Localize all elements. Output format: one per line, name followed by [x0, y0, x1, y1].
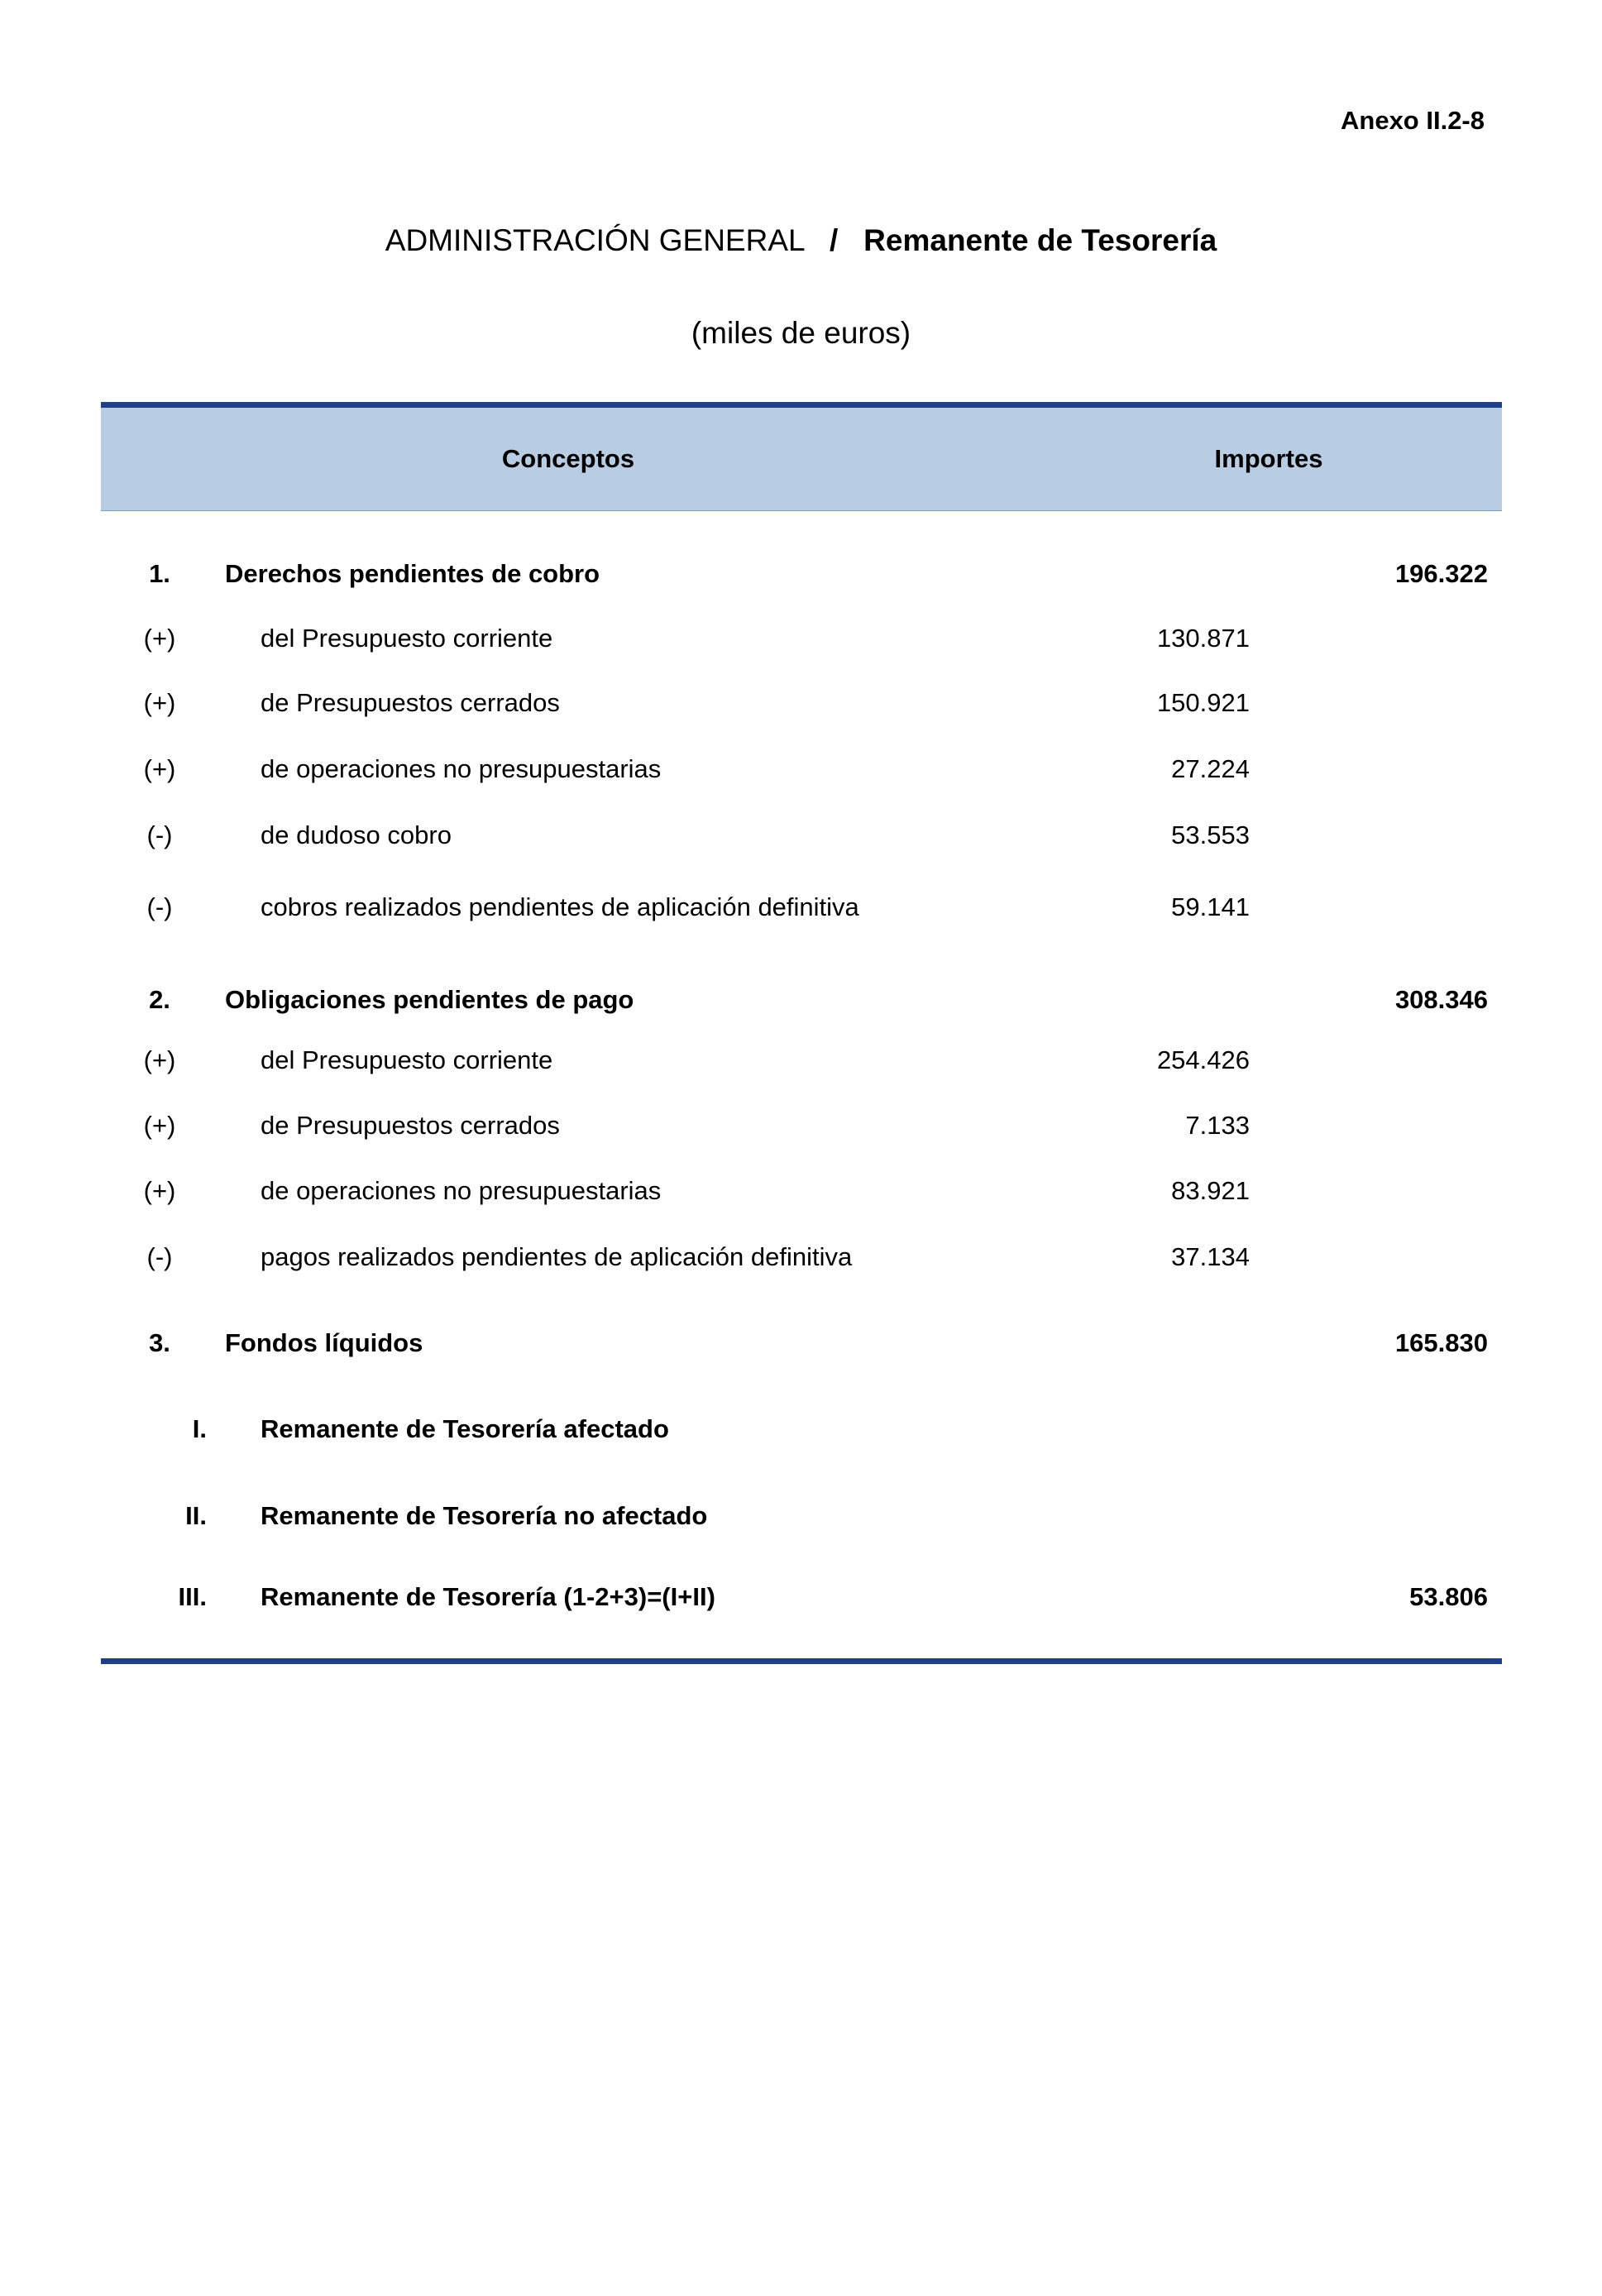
row-marker: (+) — [143, 688, 176, 717]
row-label: de dudoso cobro — [261, 820, 452, 849]
row-total: 165.830 — [1394, 1328, 1488, 1357]
row-label: cobros realizados pendientes de aplicación definitiva — [261, 892, 859, 921]
title-separator: / — [830, 223, 839, 257]
row-label: del Presupuesto corriente — [261, 624, 553, 653]
row-marker: (+) — [143, 624, 176, 653]
row-partial: 150.921 — [1156, 688, 1250, 717]
table-row — [0, 686, 1602, 720]
row-marker: (+) — [143, 754, 176, 783]
table-row-section-1 — [0, 557, 1602, 591]
row-marker: 2. — [149, 985, 170, 1014]
row-partial: 254.426 — [1156, 1045, 1250, 1074]
row-partial: 130.871 — [1156, 624, 1250, 653]
table-row — [0, 819, 1602, 852]
row-label: Fondos líquidos — [225, 1328, 423, 1357]
row-marker: III. — [178, 1582, 207, 1611]
row-marker: (-) — [146, 1242, 173, 1271]
table-row — [0, 1174, 1602, 1208]
table-top-rule — [101, 402, 1502, 408]
title-report: Remanente de Tesorería — [863, 223, 1217, 257]
row-total: 308.346 — [1394, 985, 1488, 1014]
row-label: de operaciones no presupuestarias — [261, 754, 662, 783]
table-row — [0, 753, 1602, 786]
row-marker: (+) — [143, 1045, 176, 1074]
row-partial: 59.141 — [1171, 892, 1250, 921]
table-row-roman-1 — [0, 1413, 1602, 1446]
row-marker: (+) — [143, 1111, 176, 1140]
table-row — [0, 622, 1602, 655]
table-header — [101, 408, 1502, 511]
row-label: Obligaciones pendientes de pago — [225, 985, 634, 1014]
header-amounts: Importes — [1214, 444, 1323, 473]
row-marker: 1. — [149, 559, 170, 588]
row-partial: 7.133 — [1185, 1111, 1250, 1140]
row-partial: 27.224 — [1171, 754, 1250, 783]
table-row-roman-3 — [0, 1581, 1602, 1614]
table-row — [0, 1109, 1602, 1142]
row-marker: (-) — [146, 820, 173, 849]
table-row — [0, 891, 1602, 924]
row-marker: (-) — [146, 892, 173, 921]
table-row — [0, 1044, 1602, 1077]
row-partial: 53.553 — [1171, 820, 1250, 849]
table-row-section-3 — [0, 1327, 1602, 1360]
row-label: de Presupuestos cerrados — [261, 1111, 560, 1140]
row-label: de operaciones no presupuestarias — [261, 1176, 662, 1205]
row-label: pagos realizados pendientes de aplicación definitiva — [261, 1242, 853, 1271]
table-row-roman-2 — [0, 1500, 1602, 1533]
row-label: del Presupuesto corriente — [261, 1045, 553, 1074]
table-row — [0, 1241, 1602, 1274]
row-label: Derechos pendientes de cobro — [225, 559, 600, 588]
row-label: Remanente de Tesorería no afectado — [261, 1501, 708, 1530]
row-label: Remanente de Tesorería (1-2+3)=(I+II) — [261, 1582, 715, 1611]
row-partial: 83.921 — [1171, 1176, 1250, 1205]
row-marker: I. — [192, 1414, 207, 1443]
row-marker: II. — [185, 1501, 207, 1530]
row-marker: (+) — [143, 1176, 176, 1205]
row-partial: 37.134 — [1171, 1242, 1250, 1271]
page-title — [0, 223, 1602, 258]
table-bottom-rule — [101, 1658, 1502, 1664]
row-total: 196.322 — [1394, 559, 1488, 588]
header-concepts: Conceptos — [501, 444, 635, 473]
row-label: Remanente de Tesorería afectado — [261, 1414, 669, 1443]
table-row-section-2 — [0, 983, 1602, 1016]
title-entity: ADMINISTRACIÓN GENERAL — [385, 223, 805, 257]
annex-label: Anexo II.2-8 — [1341, 106, 1485, 135]
units-subtitle: (miles de euros) — [691, 316, 911, 350]
row-label: de Presupuestos cerrados — [261, 688, 560, 717]
row-total: 53.806 — [1409, 1582, 1488, 1611]
row-marker: 3. — [149, 1328, 170, 1357]
